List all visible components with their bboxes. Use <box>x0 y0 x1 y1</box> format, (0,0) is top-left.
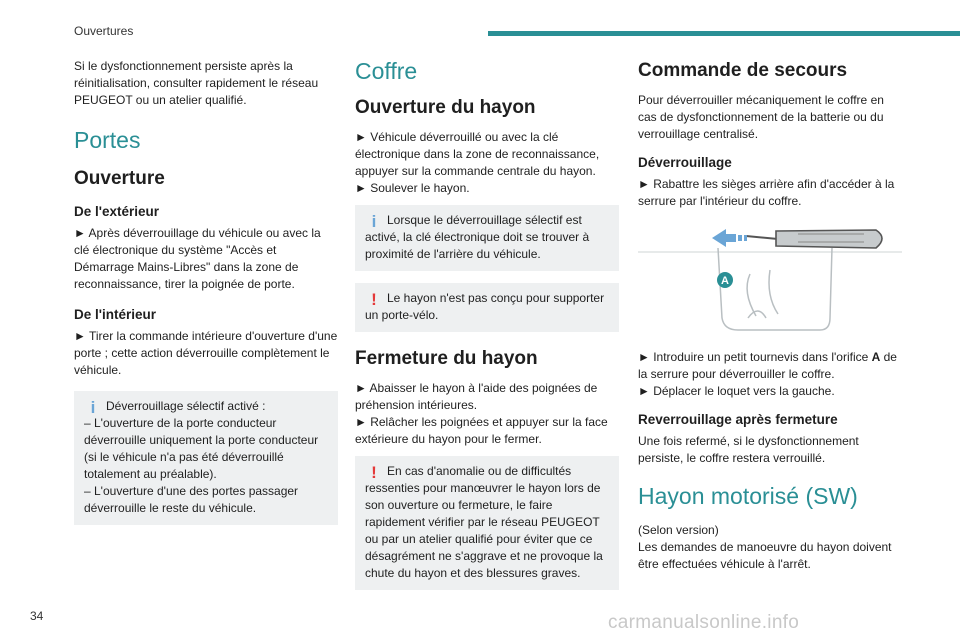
screwdriver-step <box>638 349 902 383</box>
selon-version: (Selon version) <box>638 523 719 537</box>
column-right <box>638 58 902 573</box>
secours-body: Pour déverrouiller mécaniquement le coffre en cas de dysfonctionnement de la batterie ou du verrouillage centralisé. <box>638 93 884 141</box>
ouverture-title: Ouverture <box>74 168 165 189</box>
ouverture-hayon-title: Ouverture du hayon <box>355 97 536 118</box>
page-number: 34 <box>30 609 44 623</box>
info-icon: i <box>90 398 96 417</box>
column-middle <box>355 58 619 602</box>
watermark: carmanualsonline.info <box>608 612 800 633</box>
header-accent-bar <box>488 31 960 36</box>
hayon-motorise-body: Les demandes de manoeuvre du hayon doivent être effectuées véhicule à l'arrêt. <box>638 540 892 571</box>
header-section-title: Ouvertures <box>74 24 134 38</box>
hayon-motorise-title: Hayon motorisé (SW) <box>638 483 858 509</box>
reverrouillage-title: Reverrouillage après fermeture <box>638 412 838 427</box>
note-line: Déverrouillage sélectif activé : <box>106 399 266 413</box>
note-text: Lorsque le déverrouillage sélectif est activé, la clé électronique doit se trouver à proximité de l'arrière du véhicule. <box>365 213 590 261</box>
reverrouillage-body: Une fois refermé, si le dysfonctionnement persiste, le coffre restera verrouillé. <box>638 434 859 465</box>
trunk-lock-illustration <box>638 218 902 336</box>
deverrouillage-step: ► Rabattre les sièges arrière afin d'accéder à la serrure par l'intérieur du coffre. <box>638 177 895 208</box>
interieur-title: De l'intérieur <box>74 307 156 322</box>
intro-text: Si le dysfonctionnement persiste après la réinitialisation, consulter rapidement le réseau PEUGEOT ou un atelier qualifié. <box>74 59 319 107</box>
info-icon: i <box>371 212 377 231</box>
latch-step: ► Déplacer le loquet vers la gauche. <box>638 384 835 398</box>
step-text: de la serrure pour déverrouiller le coffre. <box>638 350 897 381</box>
orifice-label: A <box>721 275 729 287</box>
note-info-key <box>355 205 619 271</box>
interieur-step: ► Tirer la commande intérieure d'ouverture d'une porte ; cette action déverrouille complètement le véhicule. <box>74 329 338 377</box>
fermeture-hayon-title: Fermeture du hayon <box>355 348 538 369</box>
hayon-step-2: ► Soulever le hayon. <box>355 181 470 195</box>
hayon-step-3: ► Abaisser le hayon à l'aide des poignées de préhension intérieures. <box>355 381 598 412</box>
hayon-step-4: ► Relâcher les poignées et appuyer sur la face extérieure du hayon pour le fermer. <box>355 415 608 446</box>
note-text: Le hayon n'est pas conçu pour supporter un porte-vélo. <box>365 291 605 322</box>
secours-title: Commande de secours <box>638 60 848 81</box>
exterieur-step: ► Après déverrouillage du véhicule ou avec la clé électronique du système "Accès et Démarrage Mains-Libres" dans la zone de reconnaissance, tirer la poignée de porte. <box>74 226 321 291</box>
note-text: En cas d'anomalie ou de difficultés ressenties pour manœuvrer le hayon lors de son ouverture ou fermeture, le faire rapidement vérifier par le réseau PEUGEOT ou par un atelier qualifié pour éviter que ce désagrément ne s'aggrave et ne provoque la chute du hayon et des blessures graves. <box>365 464 603 580</box>
note-selective-unlock <box>74 391 338 525</box>
deverrouillage-title: Déverrouillage <box>638 155 732 170</box>
warning-icon: ! <box>371 463 377 482</box>
note-line: – L'ouverture d'une des portes passager déverrouille le reste du véhicule. <box>84 484 299 515</box>
arrow-left-icon <box>712 229 747 247</box>
column-left <box>74 58 338 537</box>
note-warning-bike-rack <box>355 283 619 332</box>
warning-icon: ! <box>371 290 377 309</box>
note-line: – L'ouverture de la porte conducteur déverrouille uniquement la porte conducteur (si le véhicule n'a pas été déverrouillé totalement au préalable). <box>84 416 319 481</box>
hayon-step-1: ► Véhicule déverrouillé ou avec la clé électronique dans la zone de reconnaissance, appuyer sur la commande centrale du hayon. <box>355 130 600 178</box>
exterieur-title: De l'extérieur <box>74 204 160 219</box>
coffre-title: Coffre <box>355 58 418 84</box>
note-warning-anomaly <box>355 456 619 590</box>
orifice-ref: A <box>871 350 881 364</box>
screwdriver <box>746 230 882 248</box>
portes-title: Portes <box>74 127 141 153</box>
step-text: ► Introduire un petit tournevis dans l'orifice <box>638 350 872 364</box>
